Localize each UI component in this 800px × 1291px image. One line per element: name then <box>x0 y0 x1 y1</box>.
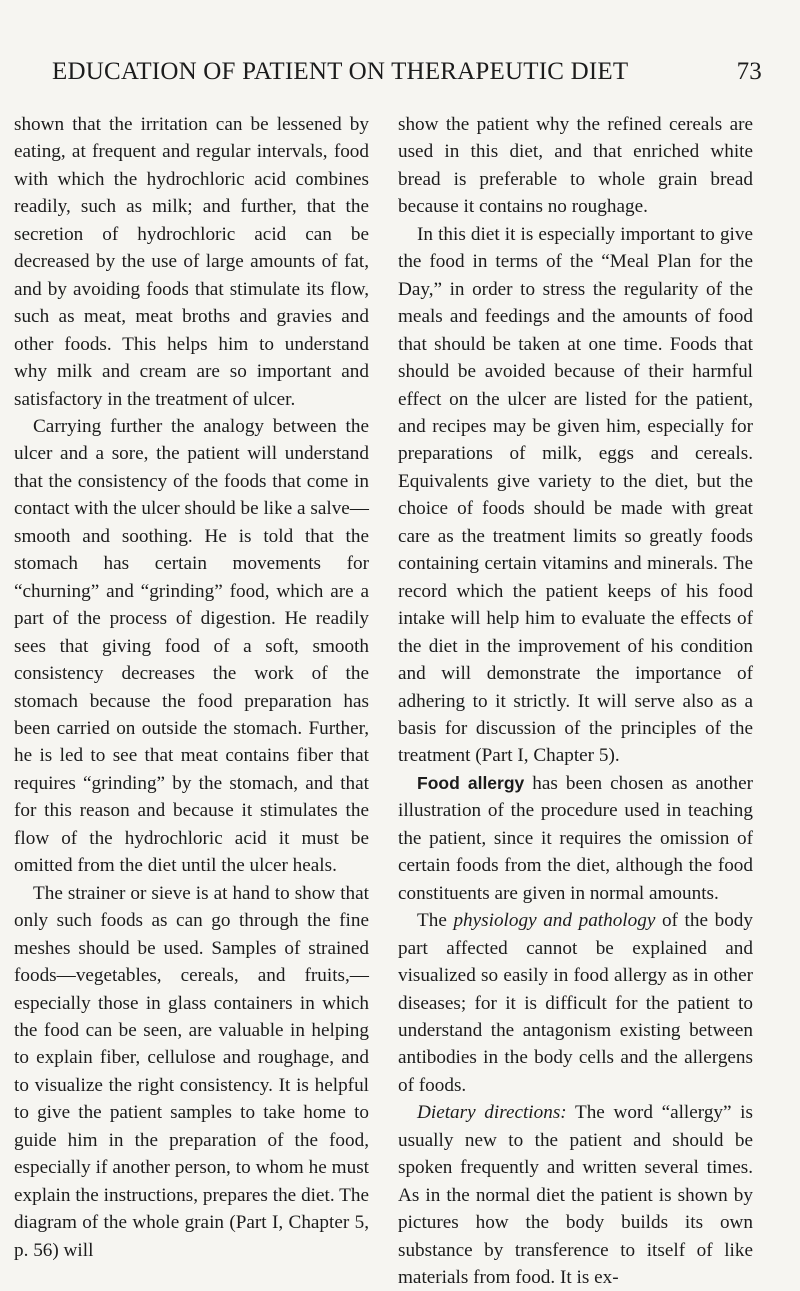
paragraph-text: The <box>417 910 454 932</box>
paragraph-text: of the body part affected cannot be explained and visualized so easily in food allergy as in other diseases; for it is difficult for the patient to understand the antagonism existing between antibodies in the body cells and the allergens of foods. <box>398 910 753 1096</box>
paragraph <box>398 770 753 907</box>
paragraph-text: The word “allergy” is usually new to the patient and should be spoken frequently and written several times. As in the normal diet the patient is shown by pictures how the body builds its own substance by transference to itself of like materials from food. It is ex- <box>398 1102 753 1289</box>
running-title: EDUCATION OF PATIENT ON THERAPEUTIC DIET <box>52 58 629 85</box>
paragraph: shown that the irritation can be lessened by eating, at frequent and regular intervals, food with which the hydrochloric acid combines readily, such as milk; and further, that the secretion of hydrochloric acid can be decreased by the use of large amounts of fat, and by avoiding foods that stimulate its flow, such as meat, meat broths and gravies and other foods. This helps him to understand why milk and cream are so important and satisfactory in the treatment of ulcer. <box>14 114 369 410</box>
page-number: 73 <box>736 58 762 85</box>
paragraph: show the patient why the refined cereals are used in this diet, and that enriched white bread is preferable to whole grain bread because it contains no roughage. <box>398 114 753 218</box>
italic-heading: Dietary directions: <box>417 1102 567 1124</box>
running-header <box>52 58 762 98</box>
paragraph: Carrying further the analogy between the ulcer and a sore, the patient will understand that the consistency of the foods that come in contact with the ulcer should be like a salve—smooth and soothing. He is told that the stomach has certain movements for “churning” and “grinding” food, which are a part of the process of digestion. He readily sees that giving food of a soft, smooth consistency decreases the work of the stomach because the food preparation has been carried on outside the stomach. Further, he is led to see that meat contains fiber that requires “grinding” by the stomach, and that for this reason and because it stimulates the flow of the hydrochloric acid it must be omitted from the diet until the ulcer heals. <box>14 415 369 877</box>
paragraph <box>398 907 753 1099</box>
paragraph <box>398 1099 753 1291</box>
italic-phrase: physiology and pathology <box>453 910 656 932</box>
right-column <box>398 111 753 1291</box>
section-heading: Food allergy <box>417 772 525 793</box>
paragraph: In this diet it is especially important to give the food in terms of the “Meal Plan for the Day,” in order to stress the regularity of the meals and feedings and the amounts of food that should be taken at one time. Foods that should be avoided because of their harmful effect on the ulcer are listed for the patient, and recipes may be given him, especially for preparations of milk, eggs and cereals. Equivalents give variety to the diet, but the choice of foods should be made with great care as the treatment limits so greatly foods containing certain vitamins and minerals. The record which the patient keeps of his food intake will help him to evaluate the effects of the diet in the improvement of his condition and will demonstrate the importance of adhering to it strictly. It will serve also as a basis for discussion of the principles of the treatment (Part I, Chapter 5). <box>398 223 753 767</box>
paragraph: The strainer or sieve is at hand to show that only such foods as can go through the fine meshes should be used. Samples of strained foods—vegetables, cereals, and fruits,—especially those in glass containers in which the food can be seen, are valuable in helping to explain fiber, cellulose and roughage, and to visualize the right consistency. It is helpful to give the patient samples to take home to guide him in the preparation of the food, especially if another person, to whom he must explain the instructions, prepares the diet. The diagram of the whole grain (Part I, Chapter 5, p. 56) will <box>14 882 369 1261</box>
left-column <box>14 111 369 1264</box>
paragraph-text: has been chosen as another illustration of the procedure used in teaching the patient, since it requires the omission of certain foods from the diet, although the food constituents are given in normal amounts. <box>398 772 753 904</box>
